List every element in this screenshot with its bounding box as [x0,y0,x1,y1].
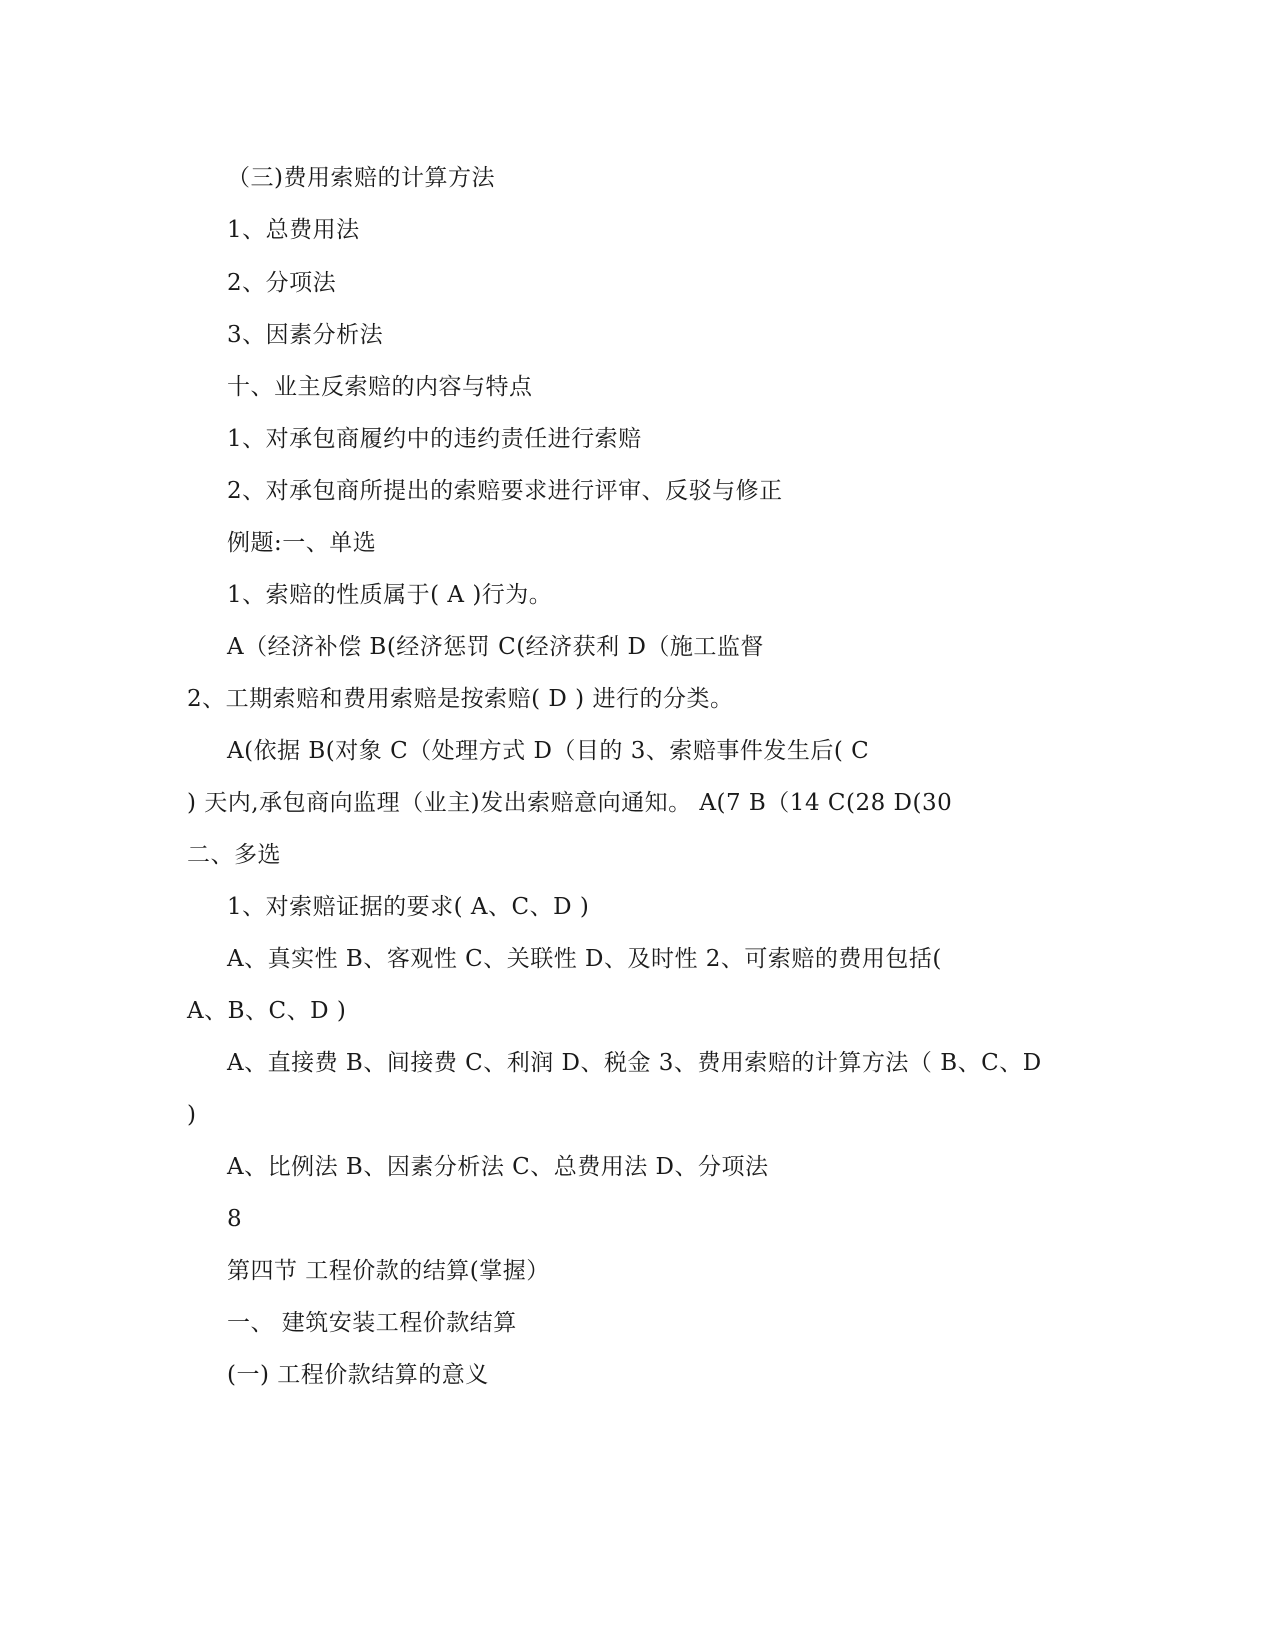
mc-question-1: 1、对索赔证据的要求( A、C、D ) [227,894,590,920]
subsection-heading-settlement: 一、 建筑安装工程价款结算 [227,1310,517,1336]
question-2: 2、工期索赔和费用索赔是按索赔( D ) 进行的分类。 [187,686,734,712]
mc-question-2-answer: A、B、C、D ) [187,998,347,1024]
question-2-options: A(依据 B(对象 C（处理方式 D（目的 3、索赔事件发生后( C [227,738,870,764]
mc-question-2-options: A、直接费 B、间接费 C、利润 D、税金 3、费用索赔的计算方法（ B、C、D [227,1050,1042,1076]
subsection-heading-significance: (一) 工程价款结算的意义 [227,1362,489,1388]
question-1-options: A（经济补偿 B(经济惩罚 C(经济获利 D（施工监督 [227,634,764,660]
method-total-cost: 1、总费用法 [227,217,360,243]
mc-question-1-options: A、真实性 B、客观性 C、关联性 D、及时性 2、可索赔的费用包括( [227,946,942,972]
section-4-heading: 第四节 工程价款的结算(掌握） [227,1258,550,1284]
mc-question-3-answer-close: ) [187,1102,197,1128]
mc-question-3-options: A、比例法 B、因素分析法 C、总费用法 D、分项法 [227,1154,769,1180]
method-factor-analysis: 3、因素分析法 [227,322,384,348]
multiple-choice-heading: 二、多选 [187,842,281,868]
question-3-continued: ) 天内,承包商向监理（业主)发出索赔意向通知。 A(7 B（14 C(28 D(30 [187,790,953,816]
examples-single-choice-heading: 例题:一、单选 [227,530,377,556]
question-1: 1、索赔的性质属于( A )行为。 [227,582,553,608]
counterclaim-item-1: 1、对承包商履约中的违约责任进行索赔 [227,426,642,452]
section-heading-cost-claim-methods: （三)费用索赔的计算方法 [227,165,495,191]
page-number: 8 [227,1206,243,1232]
method-itemized: 2、分项法 [227,270,337,296]
section-heading-owner-counterclaim: 十、业主反索赔的内容与特点 [227,374,533,400]
counterclaim-item-2: 2、对承包商所提出的索赔要求进行评审、反驳与修正 [227,478,783,504]
